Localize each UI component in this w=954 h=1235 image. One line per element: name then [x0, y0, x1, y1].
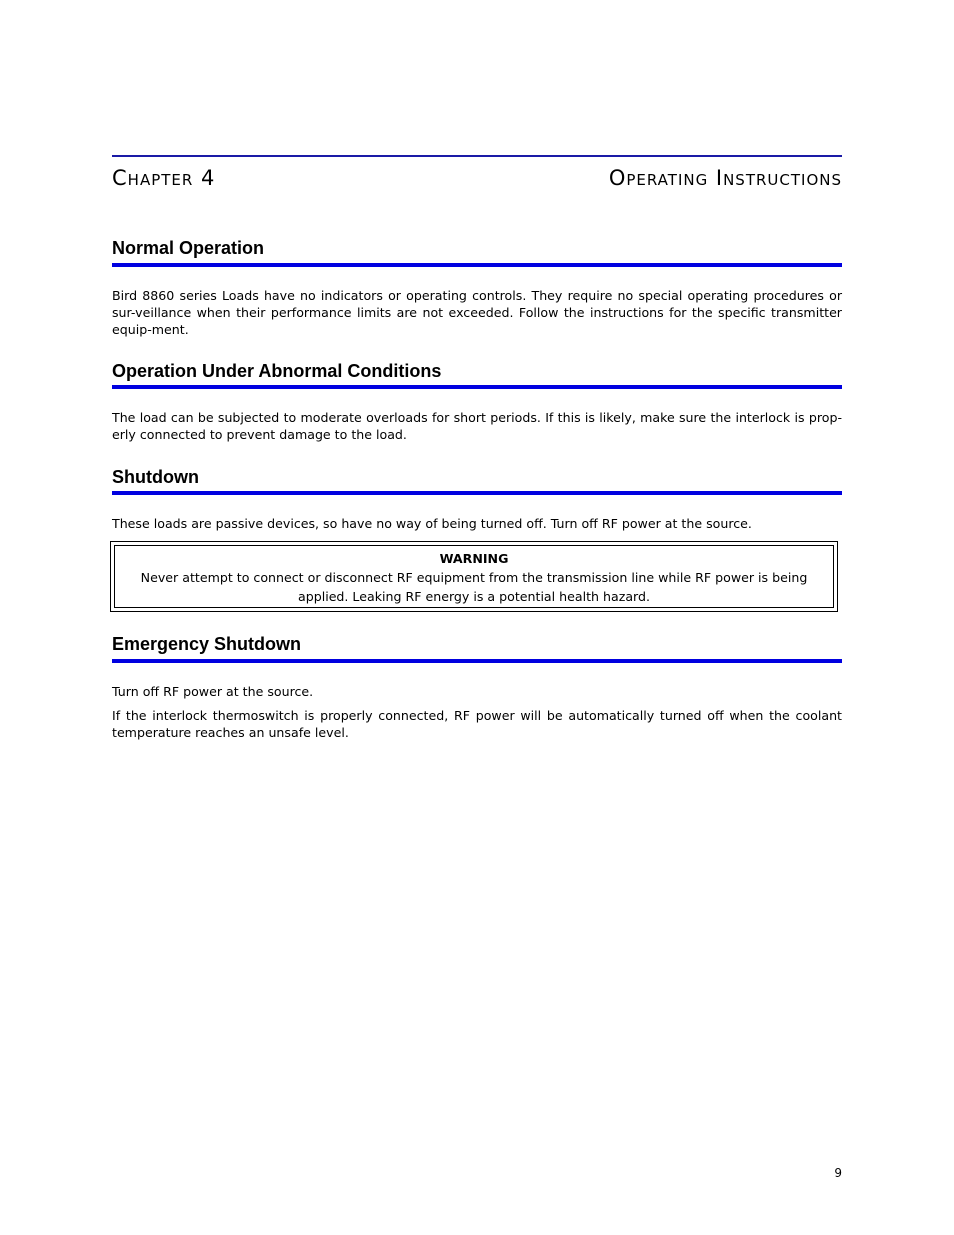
paragraph-abnormal-conditions: The load can be subjected to moderate overloads for short periods. If this is likely, make sure the interlock is prop-erly connected to prevent damage to the load. — [112, 410, 842, 442]
paragraph-emergency-2: If the interlock thermoswitch is properly connected, RF power will be automatically turned off when the coolant temperature reaches an unsafe level. — [112, 708, 842, 740]
warning-box — [110, 541, 838, 612]
chapter-label: Chapter 4 — [112, 166, 216, 190]
section-heading-emergency-shutdown: Emergency Shutdown — [112, 634, 302, 654]
section-rule — [112, 263, 842, 267]
section-rule — [112, 385, 842, 389]
section-heading-abnormal-conditions: Operation Under Abnormal Conditions — [112, 361, 442, 381]
warning-text: Never attempt to connect or disconnect RF equipment from the transmission line while RF power is being applied. Leaking RF energy is a potential health hazard. — [140, 570, 808, 604]
paragraph-normal-operation: Bird 8860 series Loads have no indicators or operating controls. They require no special operating procedures or sur-veillance when their performance limits are not exceeded. Follow the instructions for the specific transmitter equip-ment. — [112, 288, 842, 337]
page-number: 9 — [834, 1166, 842, 1180]
chapter-rule — [112, 155, 842, 157]
paragraph-shutdown: These loads are passive devices, so have no way of being turned off. Turn off RF power at the source. — [112, 516, 752, 531]
warning-title: WARNING — [439, 551, 509, 566]
warning-inner-frame — [114, 545, 834, 608]
chapter-title: Operating Instructions — [608, 166, 842, 190]
section-heading-shutdown: Shutdown — [112, 467, 199, 487]
section-rule — [112, 491, 842, 495]
paragraph-emergency-1: Turn off RF power at the source. — [112, 684, 314, 699]
chapter-header — [112, 166, 842, 196]
section-rule — [112, 659, 842, 663]
section-heading-normal-operation: Normal Operation — [112, 238, 265, 258]
